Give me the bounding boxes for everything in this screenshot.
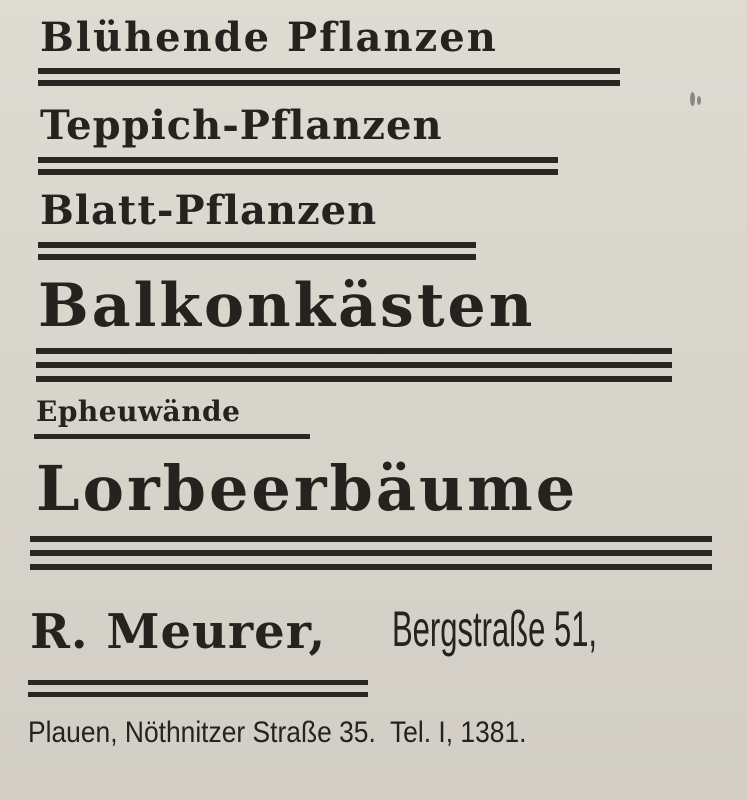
rule	[28, 692, 368, 697]
footer-address: Plauen, Nöthnitzer Straße 35. Tel. I, 1381.	[28, 716, 527, 749]
rule	[38, 169, 558, 175]
rule	[30, 536, 712, 542]
rule	[38, 242, 476, 248]
line-blatt-pflanzen: Blatt-Pflanzen	[40, 187, 378, 234]
rule	[34, 434, 310, 439]
line-balkonkaesten: Balkonkästen	[38, 271, 536, 341]
line-epheuwaende: Epheuwände	[36, 395, 241, 428]
ink-speck	[697, 96, 701, 105]
rule	[30, 564, 712, 570]
firm-address: Bergstraße 51,	[392, 601, 598, 657]
line-lorbeerbaeume: Lorbeerbäume	[36, 452, 579, 525]
rule	[36, 376, 672, 382]
rule	[36, 362, 672, 368]
rule	[28, 680, 368, 685]
rule	[38, 68, 620, 74]
rule	[38, 80, 620, 86]
rule	[38, 157, 558, 163]
line-teppich-pflanzen: Teppich-Pflanzen	[40, 102, 443, 149]
firm-name: R. Meurer,	[30, 604, 327, 660]
line-bluehende-pflanzen: Blühende Pflanzen	[40, 14, 498, 61]
ink-speck	[690, 92, 695, 106]
rule	[38, 254, 476, 260]
rule	[36, 348, 672, 354]
rule	[30, 550, 712, 556]
